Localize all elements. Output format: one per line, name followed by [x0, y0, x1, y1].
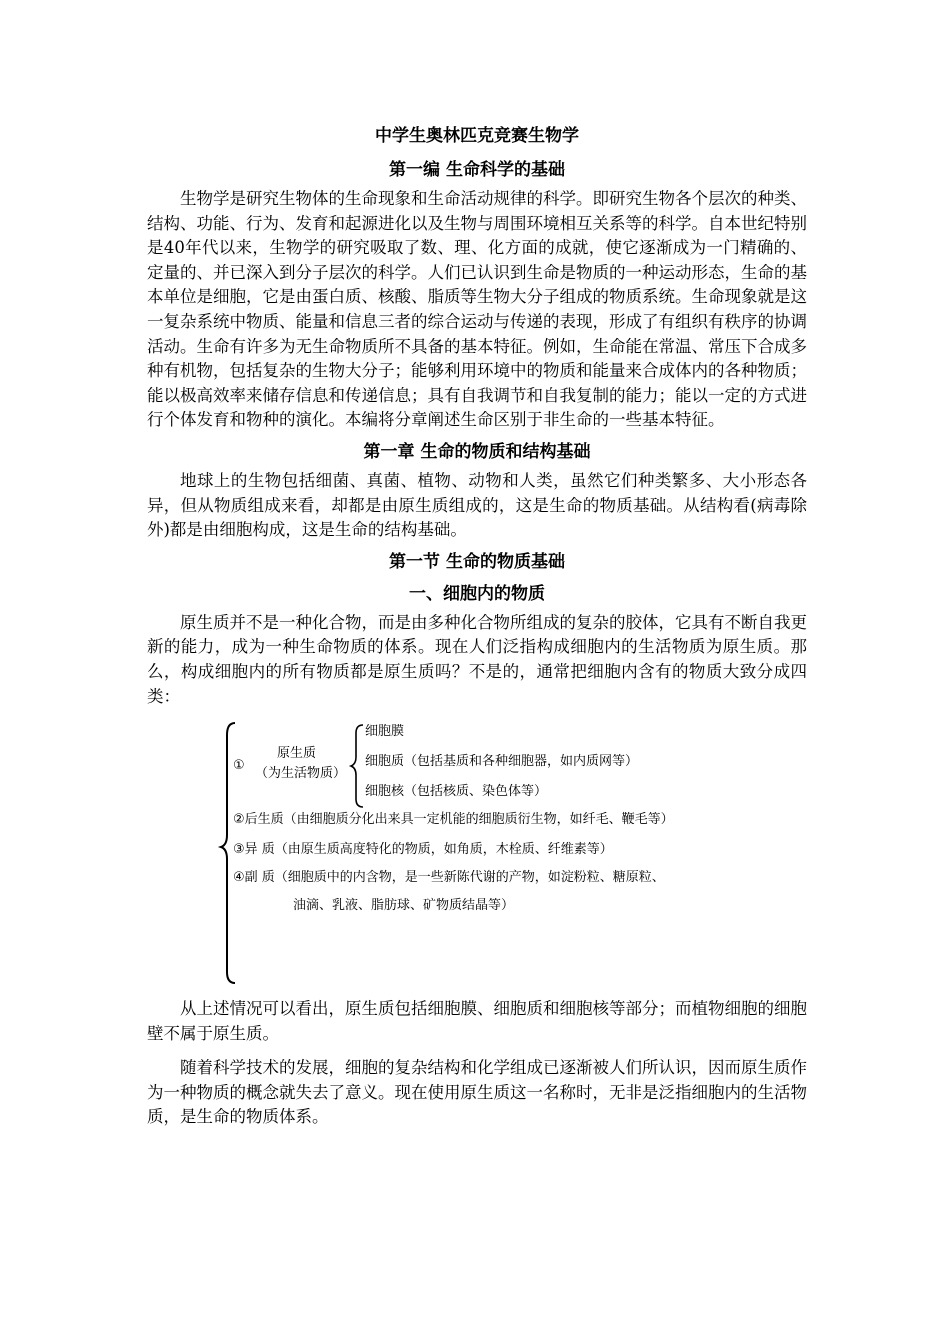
intro-paragraph: 生物学是研究生物体的生命现象和生命活动规律的科学。即研究生物各个层次的种类、结构、功能、行为、发育和起源进化以及生物与周围环境相互关系等的科学。自本世纪特别是40年代以来，生物学的研究吸取了数、理、化方面的成就，使它逐渐成为一门精确的、定量的、并已深入到分子层次的科学。人们已认识到生命是物质的一种运动形态，生命的基本单位是细胞，它是由蛋白质、核酸、脂质等生物大分子组成的物质系统。生命现象就是这一复杂系统中物质、能量和信息三者的综合运动与传递的表现，形成了有组织有秩序的协调活动。生命有许多为无生命物质所不具备的基本特征。例如，生命能在常温、常压下合成多种有机物，包括复杂的生物大分子；能够利用环境中的物质和能量来合成体内的各种物质；能以极高效率来储存信息和传递信息；具有自我调节和自我复制的能力；能以一定的方式进行个体发育和物种的演化。本编将分章阐述生命区别于非生命的一些基本特征。 [147, 189, 807, 430]
item2-metaplasm: ②后生质（由细胞质分化出来具一定机能的细胞质衍生物，如纤毛、鞭毛等） [233, 812, 674, 828]
item1-sub-membrane: 细胞膜 [365, 724, 405, 740]
item4-paraplasm-line1: ④副 质（细胞质中的内含物，是一些新陈代谢的产物，如淀粉粒、糖原粒、 [233, 870, 665, 886]
inner-brace [351, 725, 363, 807]
summary-paragraph: 从上述情况可以看出，原生质包括细胞膜、细胞质和细胞核等部分；而植物细胞的细胞壁不属于原生质。 [147, 999, 807, 1043]
item1-number: ① [233, 758, 245, 774]
section-title: 第一节 生命的物质基础 [389, 551, 565, 572]
classification-diagram [147, 717, 807, 987]
item3-alloplasm: ③异 质（由原生质高度特化的物质，如角质，木栓质、纤维素等） [233, 842, 613, 858]
item1-sub-cytoplasm: 细胞质（包括基质和各种细胞器，如内质网等） [365, 754, 639, 770]
subsection-paragraph: 原生质并不是一种化合物，而是由多种化合物所组成的复杂的胶体，它具有不断自我更新的能力，成为一种生命物质的体系。现在人们泛指构成细胞内的生活物质为原生质。那么，构成细胞内的所有物质都是原生质吗？不是的，通常把细胞内含有的物质大致分成四类： [147, 612, 807, 706]
closing-paragraph: 随着科学技术的发展，细胞的复杂结构和化学组成已逐渐被人们所认识，因而原生质作为一种物质的概念就失去了意义。现在使用原生质这一名称时，无非是泛指细胞内的生活物质，是生命的物质体系。 [147, 1058, 807, 1127]
item1-name: 原生质 [277, 746, 317, 762]
item1-sub-nucleus: 细胞核（包括核质、染色体等） [365, 784, 548, 800]
item4-paraplasm-line2: 油滴、乳液、脂肪球、矿物质结晶等） [293, 898, 515, 914]
document-body [147, 123, 807, 1134]
chapter-paragraph: 地球上的生物包括细菌、真菌、植物、动物和人类，虽然它们种类繁多、大小形态各异，但从物质组成来看，却都是由原生质组成的，这是生命的物质基础。从结构看(病毒除外)都是由细胞构成，这是生命的结构基础。 [147, 470, 807, 540]
item1-note: （为生活物质） [255, 766, 347, 782]
document-title: 中学生奥林匹克竞赛生物学 [375, 126, 579, 146]
subsection-title: 一、细胞内的物质 [409, 583, 545, 604]
chapter-title: 第一章 生命的物质和结构基础 [363, 441, 591, 462]
part-title: 第一编 生命科学的基础 [389, 160, 565, 180]
